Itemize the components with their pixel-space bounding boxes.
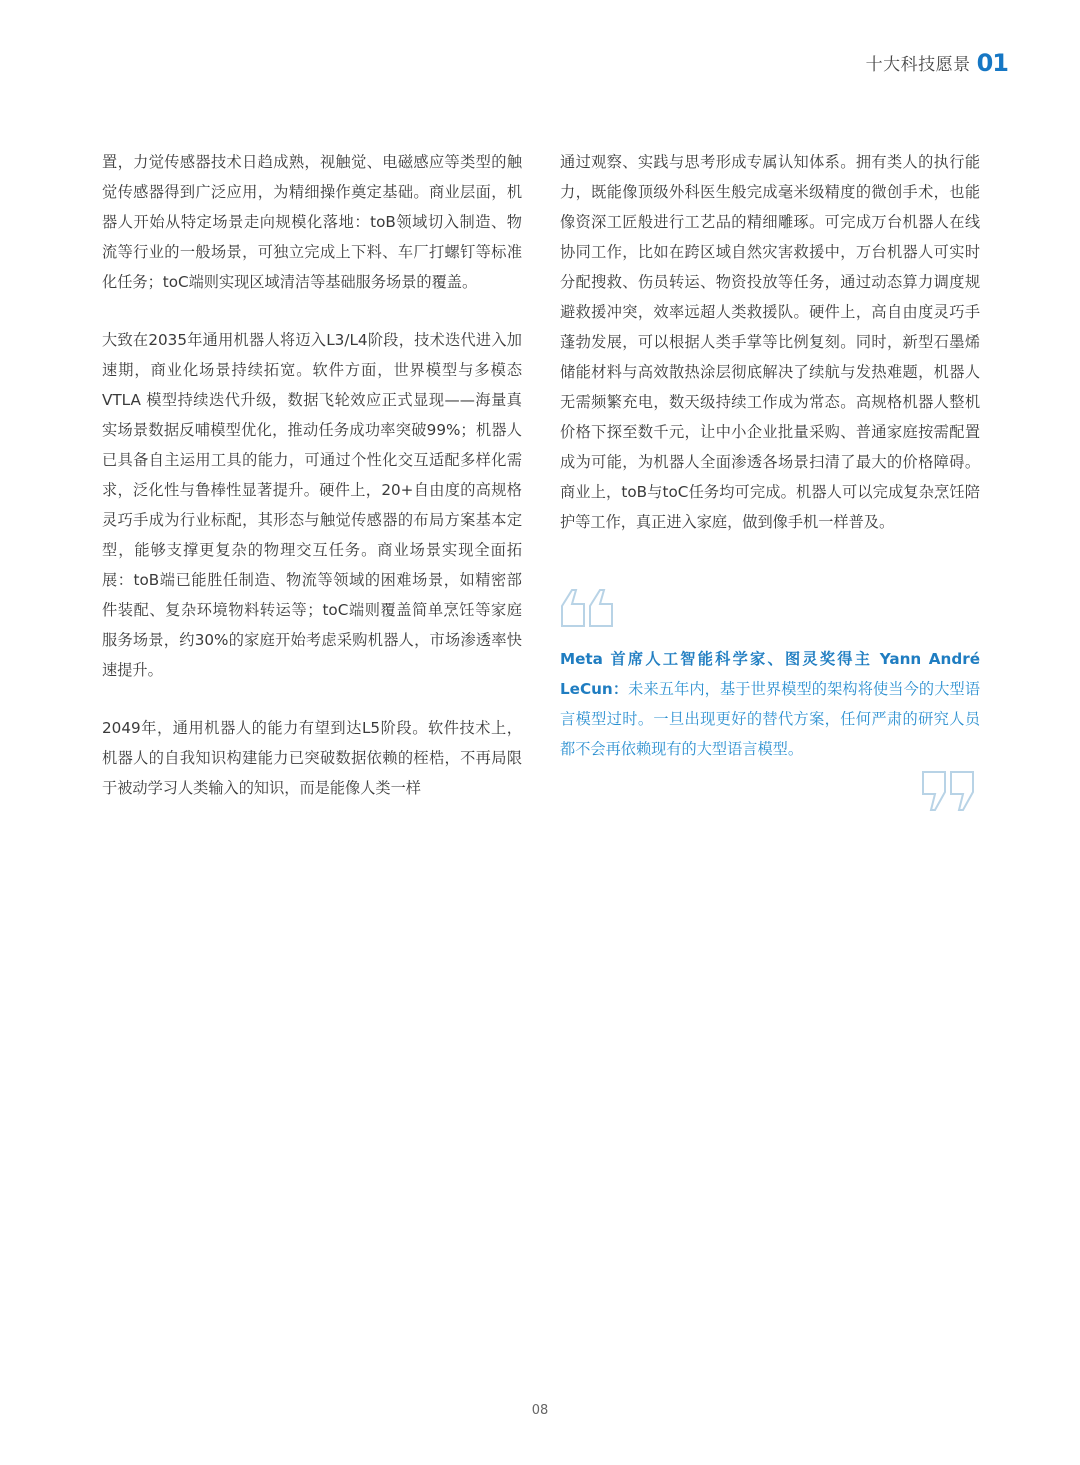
section-number: 01: [976, 48, 1008, 77]
pull-quote: [560, 588, 980, 764]
body-paragraph: 大致在2035年通用机器人将迈入L3/L4阶段，技术迭代进入加速期，商业化场景持续拓宽。软件方面，世界模型与多模态 VTLA 模型持续迭代升级，数据飞轮效应正式显现——海量真实场景数据反哺模型优化，推动任务成功率突破99%；机器人已具备自主运用工具的能力，可通过个性化交互适配多样化需求，泛化性与鲁棒性显著提升。硬件上，20+自由度的高规格灵巧手成为行业标配，其形态与触觉传感器的布局方案基本定型，能够支撑更复杂的物理交互任务。商业场景实现全面拓展：toB端已能胜任制造、物流等领域的困难场景，如精密部件装配、复杂环境物料转运等；toC端则覆盖简单烹饪等家庭服务场景，约30%的家庭开始考虑采购机器人，市场渗透率快速提升。: [102, 331, 522, 679]
body-paragraph: 置，力觉传感器技术日趋成熟，视触觉、电磁感应等类型的触觉传感器得到广泛应用，为精细操作奠定基础。商业层面，机器人开始从特定场景走向规模化落地：toB领域切入制造、物流等行业的一般场景，可独立完成上下料、车厂打螺钉等标准化任务；toC端则实现区域清洁等基础服务场景的覆盖。: [102, 153, 522, 291]
quote-author: Meta 首席人工智能科学家、图灵奖得主 Yann André LeCun：: [560, 650, 980, 698]
page-number: 08: [531, 1403, 549, 1418]
quote-content: [560, 644, 980, 764]
section-title: 十大科技愿景: [865, 55, 971, 75]
section-header: [866, 50, 1008, 75]
body-paragraph: 2049年，通用机器人的能力有望到达L5阶段。软件技术上，机器人的自我知识构建能力已突破数据依赖的桎梏，不再局限于被动学习人类输入的知识，而是能像人类一样: [102, 719, 522, 797]
body-paragraph: 通过观察、实践与思考形成专属认知体系。拥有类人的执行能力，既能像顶级外科医生般完成毫米级精度的微创手术，也能像资深工匠般进行工艺品的精细雕琢。可完成万台机器人在线协同工作，比如在跨区域自然灾害救援中，万台机器人可实时分配搜救、伤员转运、物资投放等任务，通过动态算力调度规避救援冲突，效率远超人类救援队。硬件上，高自由度灵巧手蓬勃发展，可以根据人类手掌等比例复刻。同时，新型石墨烯储能材料与高效散热涂层彻底解决了续航与发热难题，机器人无需频繁充电，数天级持续工作成为常态。高规格机器人整机价格下探至数千元，让中小企业批量采购、普通家庭按需配置成为可能，为机器人全面渗透各场景扫清了最大的价格障碍。商业上，toB与toC任务均可完成。机器人可以完成复杂烹饪陪护等工作，真正进入家庭，做到像手机一样普及。: [560, 153, 980, 531]
quote-body: 未来五年内，基于世界模型的架构将使当今的大型语言模型过时。一旦出现更好的替代方案，任何严肃的研究人员都不会再依赖现有的大型语言模型。: [560, 680, 981, 758]
close-quote-icon: [921, 770, 977, 812]
left-column: [102, 147, 522, 831]
open-quote-icon: [560, 588, 616, 628]
right-column: [560, 147, 980, 565]
